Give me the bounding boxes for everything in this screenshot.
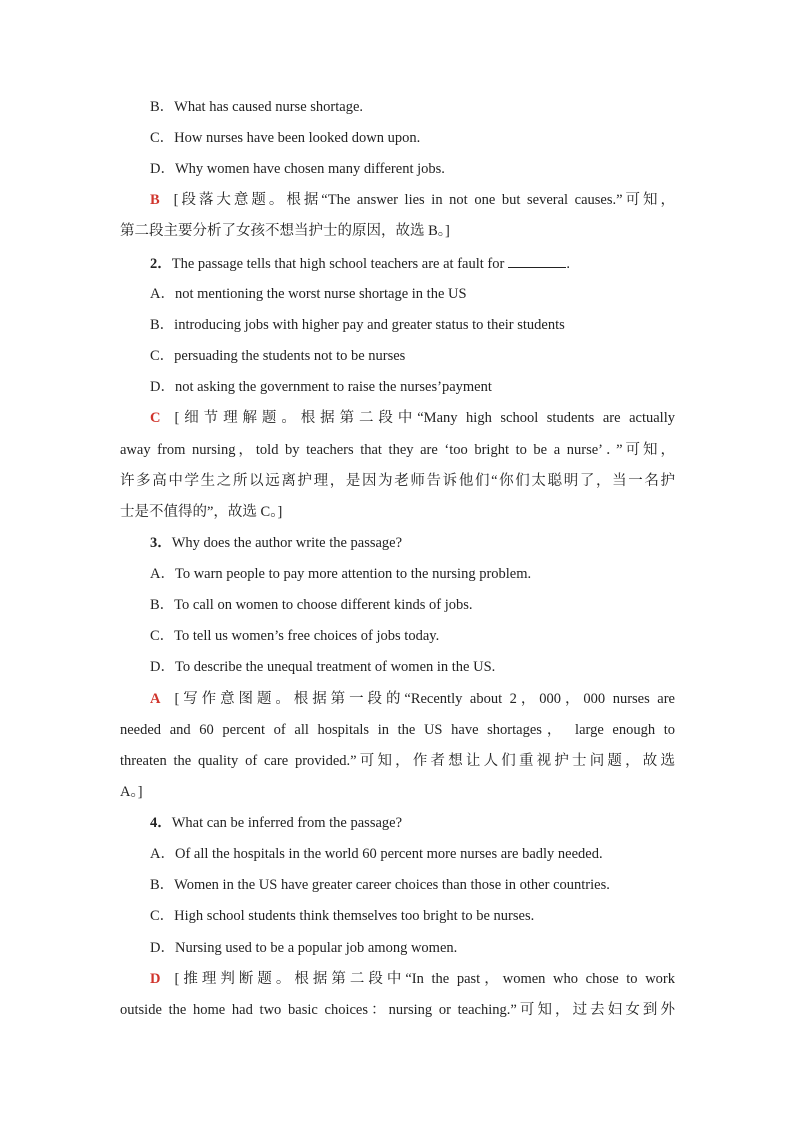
q4-stem [150,813,675,833]
q4-number: 4． [150,815,172,831]
q1-answer: B [150,192,160,208]
q3-number: 3． [150,535,172,551]
q2-explanation-text-1: [细节理解题。根据第二段中“Many high school students are actually [174,410,675,426]
q3-explanation-line-1 [150,689,675,709]
q3-stem-text: Why does the author write the passage? [171,535,403,551]
q4-explanation-line-2: outside the home had two basic choices：nursing or teaching.”可知，过去妇女到外 [120,1002,675,1018]
q1-option-d: D．Why women have chosen many different jobs. [150,161,445,177]
q3-option-c: C．To tell us women’s free choices of jobs today. [150,628,440,644]
q4-stem-text: What can be inferred from the passage? [171,815,403,831]
q2-answer: C [150,410,161,426]
q2-number: 2． [150,256,172,272]
q3-explanation-line-3: threaten the quality of care provided.”可知，作者想让人们重视护士问题，故选 [120,753,675,769]
q1-explanation-line-1 [150,190,675,210]
q1-explanation-line-2: 第二段主要分析了女孩不想当护士的原因，故选 B。] [120,223,450,239]
q2-explanation-line-2: away from nursing，told by teachers that they are ‘too bright to be a nurse’．”可知， [120,442,675,458]
q2-stem-text: The passage tells that high school teachers are at fault for [171,256,505,272]
q1-explanation-text-1: [段落大意题。根据“The answer lies in not one but several causes.”可知， [173,192,675,208]
q3-option-d: D．To describe the unequal treatment of women in the US. [150,659,496,675]
q3-explanation-line-2: needed and 60 percent of all hospitals in the US have shortages， large enough to [120,722,675,738]
q1-option-b: B．What has caused nurse shortage. [150,99,364,115]
q3-option-a: A．To warn people to pay more attention to the nursing problem. [150,566,532,582]
q4-answer: D [150,971,161,987]
q3-explanation-text-1: [写作意图题。根据第一段的“Recently about 2，000，000 nurses are [174,691,675,707]
q2-stem-end: . [566,256,570,272]
q4-option-b: B．Women in the US have greater career choices than those in other countries. [150,877,610,893]
q2-option-b: B．introducing jobs with higher pay and greater status to their students [150,317,565,333]
q4-explanation-text-1: [推理判断题。根据第二段中“In the past，women who chose to work [174,971,675,987]
q2-option-a: A．not mentioning the worst nurse shortage in the US [150,286,467,302]
q2-option-c: C．persuading the students not to be nurses [150,348,406,364]
q4-option-c: C．High school students think themselves too bright to be nurses. [150,908,535,924]
q3-explanation-line-4: A。] [120,784,143,800]
q4-option-d: D．Nursing used to be a popular job among women. [150,940,458,956]
q3-option-b: B．To call on women to choose different kinds of jobs. [150,597,473,613]
q4-option-a: A．Of all the hospitals in the world 60 percent more nurses are badly needed. [150,846,603,862]
q2-explanation-line-4: 士是不值得的”，故选 C。] [120,504,283,520]
q2-answer-blank [508,253,566,268]
q2-option-d: D．not asking the government to raise the nurses’payment [150,379,492,395]
q2-stem [150,253,675,274]
q3-answer: A [150,691,161,707]
q1-option-c: C．How nurses have been looked down upon. [150,130,421,146]
q2-explanation-line-3: 许多高中学生之所以远离护理，是因为老师告诉他们“你们太聪明了，当一名护 [120,473,675,489]
q3-stem [150,533,675,553]
q4-explanation-line-1 [150,969,675,989]
q2-explanation-line-1 [150,408,675,428]
